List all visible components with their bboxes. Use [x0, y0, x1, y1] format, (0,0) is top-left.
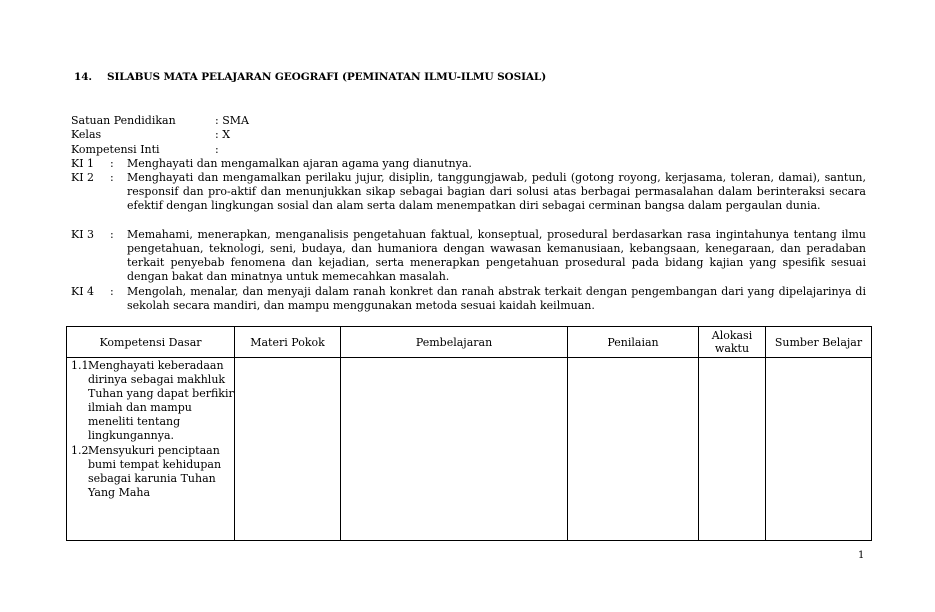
cell-penilaian — [568, 358, 699, 541]
info-value: : SMA — [215, 114, 249, 127]
info-row-kompetensi-inti — [71, 143, 219, 156]
info-label: Satuan Pendidikan — [71, 114, 176, 127]
ki-text: Memahami, menerapkan, menganalisis pengetahuan faktual, konseptual, prosedural berdasarkan rasa ingintahunya tentang ilmu pengetahuan, teknologi, seni, budaya, dan humaniora dengan wawasan kemanusiaan, kebangsaan, kenegaraan, dan peradaban terkait penyebab fenomena dan kejadian, serta menerapkan pengetahuan prosedural pada bidang kajian yang spesifik sesuai dengan bakat dan minatnya untuk memecahkan masalah. — [127, 228, 866, 283]
info-row-satuan-pendidikan — [71, 114, 249, 127]
header-kompetensi-dasar: Kompetensi Dasar — [67, 327, 235, 358]
kd-number: 1.1 — [71, 359, 89, 372]
ki-code: KI 4 — [71, 285, 95, 298]
ki-text: Mengolah, menalar, dan menyaji dalam ranah konkret dan ranah abstrak terkait dengan pengembangan dari yang dipelajarinya di sekolah secara mandiri, dan mampu menggunakan metoda sesuai kaidah keilmuan. — [127, 285, 866, 312]
info-row-kelas — [71, 128, 230, 141]
cell-materi-pokok — [235, 358, 341, 541]
ki-item-1 — [71, 157, 866, 171]
ki-colon: : — [110, 171, 114, 184]
cell-alokasi-waktu — [699, 358, 766, 541]
cell-kompetensi-dasar — [67, 358, 235, 541]
ki-text: Menghayati dan mengamalkan perilaku jujur, disiplin, tanggungjawab, peduli (gotong royong, kerjasama, toleran, damai), santun, responsif dan pro-aktif dan menunjukkan sikap sebagai bagian dari solusi atas berbagai permasalahan dalam berinteraksi secara efektif dengan lingkungan sosial dan alam serta dalam menempatkan diri sebagai cerminan bangsa dalam pergaulan dunia. — [127, 171, 866, 212]
kd-item-1-2 — [67, 444, 234, 500]
table-row — [67, 358, 872, 541]
header-alokasi-waktu: Alokasi waktu — [699, 327, 766, 358]
page-number: 1 — [858, 550, 865, 561]
header-penilaian: Penilaian — [568, 327, 699, 358]
header-sumber-belajar: Sumber Belajar — [766, 327, 872, 358]
kd-text: Menghayati keberadaan dirinya sebagai makhluk Tuhan yang dapat berfikir ilmiah dan mampu meneliti tentang lingkungannya. — [88, 359, 234, 442]
info-label: Kompetensi Inti — [71, 143, 160, 156]
ki-item-4 — [71, 285, 866, 313]
ki-colon: : — [110, 157, 114, 170]
ki-colon: : — [110, 285, 114, 298]
info-value: : — [215, 143, 219, 156]
heading-number: 14. — [74, 71, 92, 83]
header-pembelajaran: Pembelajaran — [341, 327, 568, 358]
syllabus-table — [66, 326, 872, 541]
ki-code: KI 2 — [71, 171, 95, 184]
kd-text: Mensyukuri penciptaan bumi tempat kehidupan sebagai karunia Tuhan Yang Maha — [88, 444, 222, 499]
ki-item-3 — [71, 228, 866, 284]
info-value: : X — [215, 128, 231, 141]
header-materi-pokok: Materi Pokok — [235, 327, 341, 358]
info-label: Kelas — [71, 128, 102, 141]
ki-text: Menghayati dan mengamalkan ajaran agama yang dianutnya. — [127, 157, 472, 170]
ki-code: KI 3 — [71, 228, 95, 241]
kd-item-1-1 — [67, 359, 234, 443]
ki-item-2 — [71, 171, 866, 213]
heading-title: SILABUS MATA PELAJARAN GEOGRAFI (PEMINATAN ILMU-ILMU SOSIAL) — [107, 71, 547, 83]
section-heading — [74, 71, 546, 83]
ki-colon: : — [110, 228, 114, 241]
cell-pembelajaran — [341, 358, 568, 541]
table-header-row — [67, 327, 872, 358]
ki-code: KI 1 — [71, 157, 95, 170]
kd-number: 1.2 — [71, 444, 89, 457]
cell-sumber-belajar — [766, 358, 872, 541]
